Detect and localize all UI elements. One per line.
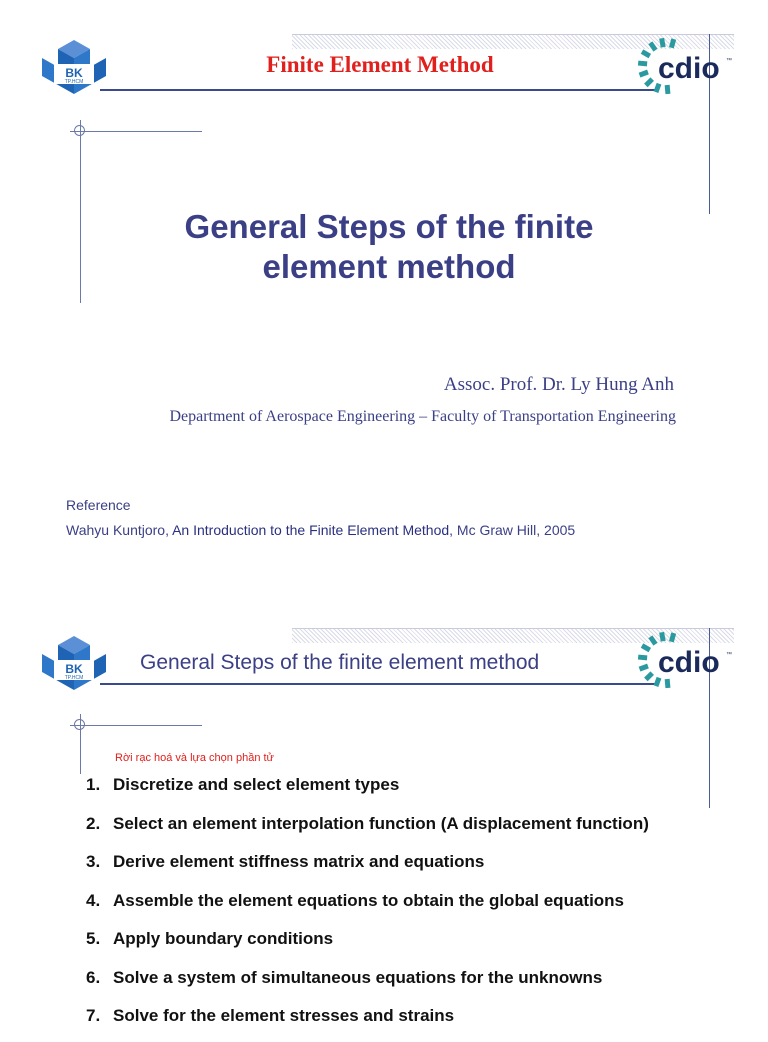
bk-logo-text: BK bbox=[65, 66, 83, 80]
cdio-logo-icon bbox=[636, 630, 736, 690]
crosshair-horizontal bbox=[70, 725, 202, 726]
step-text: Select an element interpolation function (A displacement function) bbox=[113, 813, 649, 833]
list-item bbox=[86, 849, 649, 888]
header-rule bbox=[100, 683, 656, 685]
step-number: 1. bbox=[86, 775, 101, 794]
steps-list bbox=[86, 772, 649, 1042]
step-number: 6. bbox=[86, 967, 101, 987]
step-number: 5. bbox=[86, 929, 101, 948]
list-item bbox=[86, 1003, 649, 1042]
reference-book-title: An Introduction to the Finite Element Method bbox=[172, 522, 450, 538]
slide-2-header-title: General Steps of the finite element method bbox=[140, 651, 540, 674]
slide-2 bbox=[0, 512, 768, 1024]
bk-logo-text: BK bbox=[65, 662, 83, 676]
author-name: Assoc. Prof. Dr. Ly Hung Anh bbox=[443, 374, 674, 395]
header-rule bbox=[100, 89, 656, 91]
reference-publisher: , Mc Graw Hill, 2005 bbox=[449, 522, 576, 538]
step-number: 4. bbox=[86, 890, 101, 910]
cdio-logo-icon bbox=[636, 36, 736, 96]
cdio-logo-text: cdio bbox=[658, 52, 720, 85]
crosshair-circle bbox=[74, 125, 85, 136]
cdio-logo-text: cdio bbox=[658, 646, 720, 679]
crosshair-horizontal bbox=[70, 131, 202, 132]
main-title bbox=[100, 207, 678, 287]
vietnamese-note: Rời rạc hoá và lựa chọn phần tử bbox=[115, 752, 274, 764]
step-text: Apply boundary conditions bbox=[113, 929, 334, 948]
list-item bbox=[86, 965, 649, 1004]
step-text: Discretize and select element types bbox=[113, 775, 400, 794]
list-item bbox=[86, 772, 649, 811]
department-text: Department of Aerospace Engineering – Faculty of Transportation Engineering bbox=[169, 408, 676, 425]
list-item bbox=[86, 926, 649, 965]
step-text: Solve a system of simultaneous equations for the unknowns bbox=[113, 967, 603, 987]
list-item bbox=[86, 888, 649, 927]
main-title-line-2: element method bbox=[262, 248, 516, 285]
step-number: 7. bbox=[86, 1006, 101, 1025]
step-text: Derive element stiffness matrix and equations bbox=[113, 852, 485, 871]
step-number: 3. bbox=[86, 852, 101, 871]
step-text: Assemble the element equations to obtain the global equations bbox=[113, 890, 625, 910]
reference-label: Reference bbox=[66, 497, 131, 513]
bk-logo-icon bbox=[42, 40, 106, 102]
crosshair-circle bbox=[74, 719, 85, 730]
bk-logo-subtext: TP.HCM bbox=[64, 79, 84, 85]
cdio-tm: ™ bbox=[726, 652, 732, 658]
step-text: Solve for the element stresses and strains bbox=[113, 1006, 455, 1025]
cdio-tm: ™ bbox=[726, 58, 732, 64]
crosshair-vertical bbox=[80, 120, 81, 303]
header-title: Finite Element Method bbox=[266, 52, 494, 77]
list-item bbox=[86, 811, 649, 850]
reference-author: Wahyu Kuntjoro, bbox=[66, 522, 173, 538]
bk-logo-subtext: TP.HCM bbox=[64, 675, 84, 681]
main-title-line-1: General Steps of the finite bbox=[184, 208, 594, 245]
step-number: 2. bbox=[86, 813, 101, 833]
bk-logo-icon bbox=[42, 636, 106, 698]
